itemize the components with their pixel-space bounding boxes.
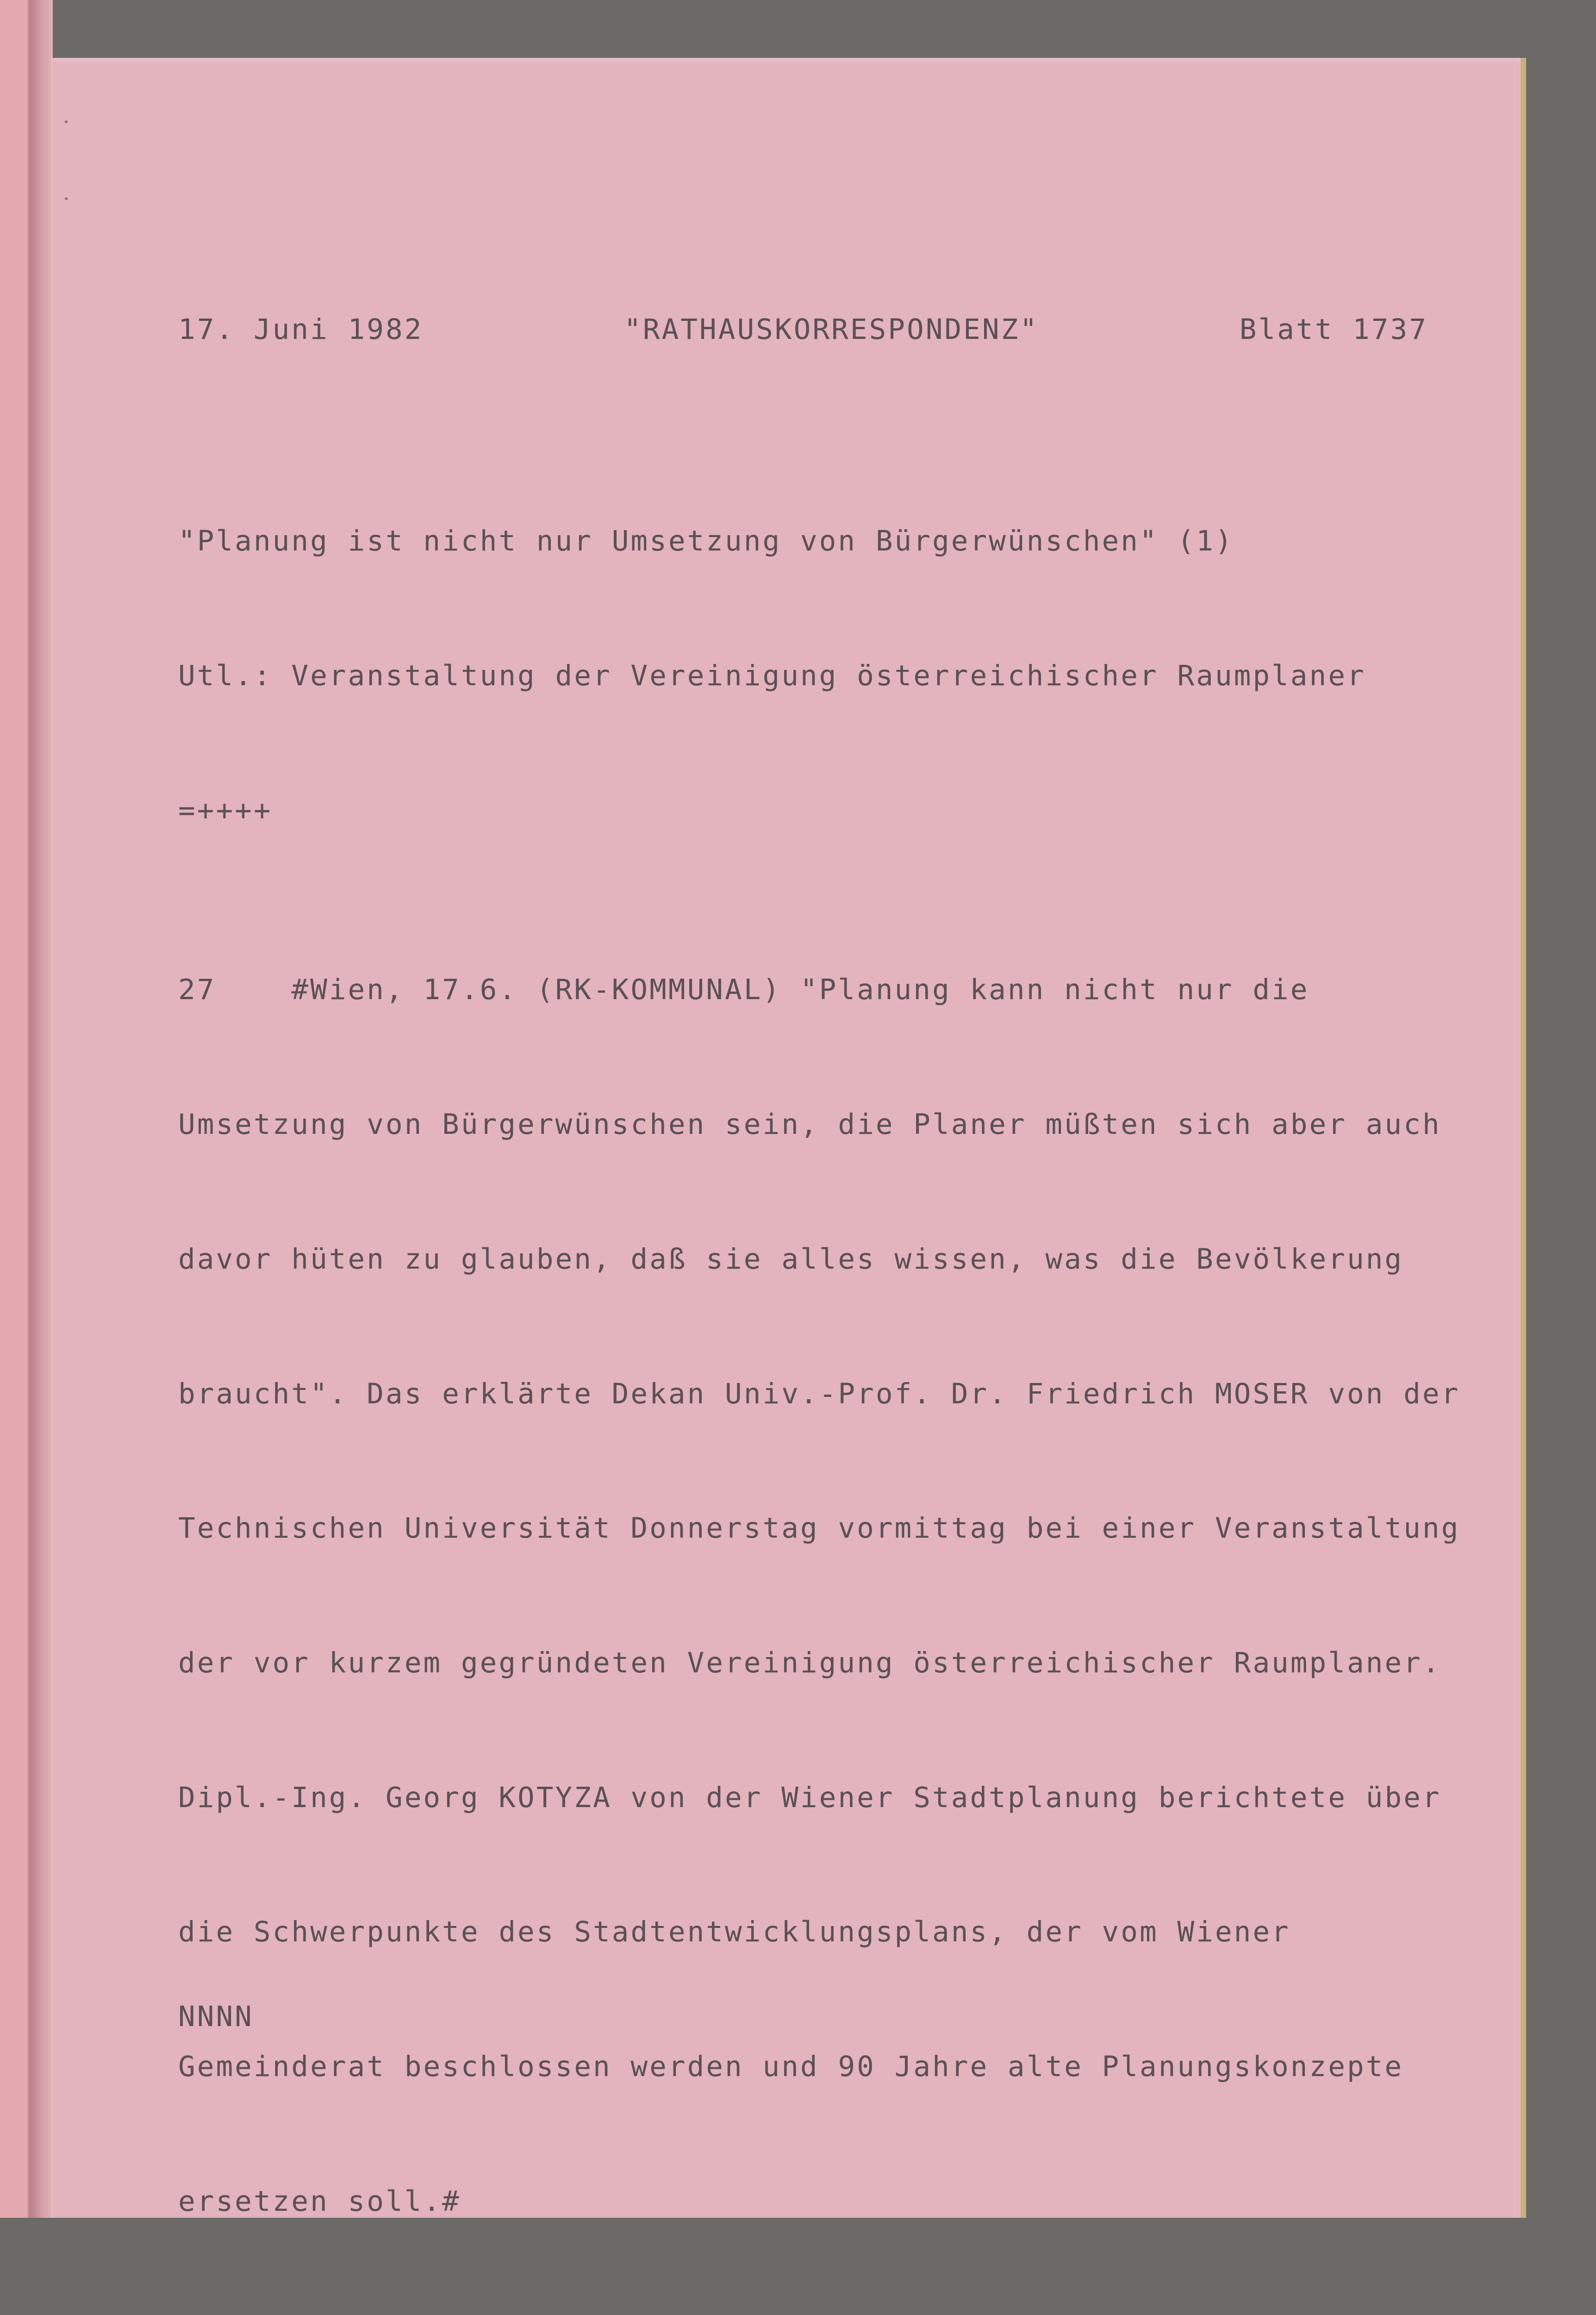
book-binding bbox=[30, 0, 53, 2218]
page-edge bbox=[1521, 58, 1526, 2218]
body-line: Umsetzung von Bürgerwünschen sein, die Planer müßten sich aber auch bbox=[178, 1108, 1441, 1141]
body-line: Dipl.-Ing. Georg KOTYZA von der Wiener Stadtplanung berichtete über bbox=[178, 1781, 1441, 1814]
body-line: braucht". Das erklärte Dekan Univ.-Prof. Dr. Friedrich MOSER von der bbox=[178, 1377, 1460, 1410]
article-subtitle: Utl.: Veranstaltung der Vereinigung österreichischer Raumplaner bbox=[178, 659, 1366, 693]
document-text bbox=[178, 218, 1460, 2315]
binding-mark bbox=[65, 197, 68, 200]
article-title: "Planung ist nicht nur Umsetzung von Bürgerwünschen" (1) bbox=[178, 525, 1234, 558]
body-line: 27 #Wien, 17.6. (RK-KOMMUNAL) "Planung kann nicht nur die bbox=[178, 973, 1309, 1007]
body-line: ersetzen soll.# bbox=[178, 2184, 461, 2218]
header-publication: "RATHAUSKORRESPONDENZ" bbox=[624, 313, 1039, 346]
body-line: die Schwerpunkte des Stadtentwicklungsplans, der vom Wiener bbox=[178, 1915, 1291, 1949]
body-line: Technischen Universität Donnerstag vormittag bei einer Veranstaltung bbox=[178, 1512, 1460, 1545]
body-line: davor hüten zu glauben, daß sie alles wissen, was die Bevölkerung bbox=[178, 1242, 1404, 1276]
body-line bbox=[178, 2314, 1456, 2315]
end-marker: NNNN bbox=[178, 2000, 254, 2033]
binding-marks bbox=[65, 120, 79, 213]
adjacent-page-edge bbox=[0, 0, 30, 2218]
header-sheet: Blatt 1737 bbox=[1239, 313, 1428, 346]
separator: =++++ bbox=[178, 794, 273, 827]
body-line: Gemeinderat beschlossen werden und 90 Jahre alte Planungskonzepte bbox=[178, 2050, 1404, 2084]
body-line: der vor kurzem gegründeten Vereinigung österreichischer Raumplaner. bbox=[178, 1646, 1441, 1679]
page-header bbox=[178, 307, 1428, 352]
header-date: 17. Juni 1982 bbox=[178, 313, 424, 346]
binding-mark bbox=[65, 120, 68, 123]
